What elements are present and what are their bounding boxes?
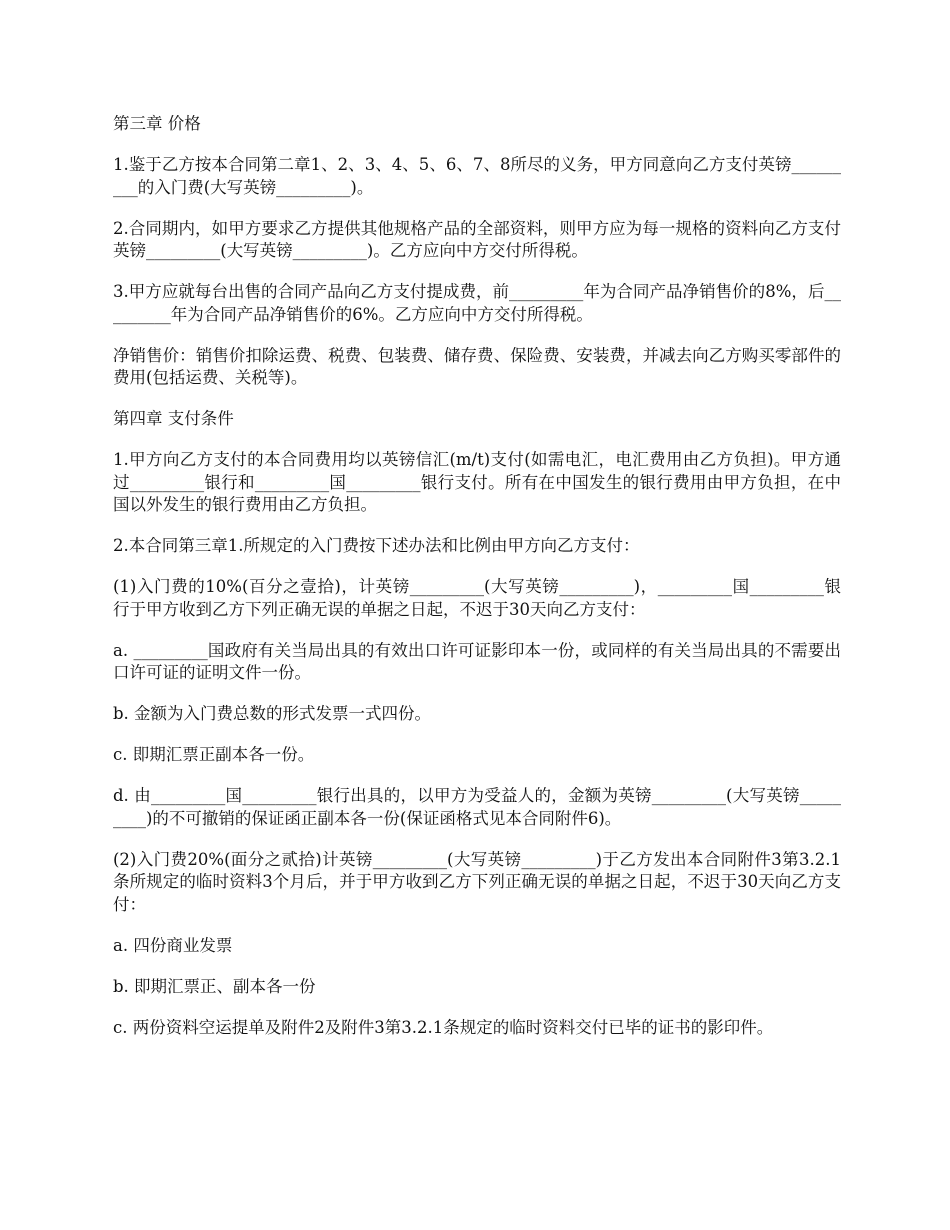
chapter-3-heading: 第三章 价格 bbox=[113, 114, 201, 133]
chapter-4-heading: 第四章 支付条件 bbox=[113, 409, 234, 428]
net-sales-definition: 净销售价：销售价扣除运费、税费、包装费、储存费、保险费、安装费，并减去向乙方购买零部件的费用(包括运费、关税等)。 bbox=[113, 345, 841, 387]
item-2-b: b. 即期汇票正、副本各一份 bbox=[113, 976, 316, 996]
clause-4-2-2: (2)入门费20%(面分之贰拾)计英镑_________(大写英镑_________)于乙方发出本合同附件3第3.2.1条所规定的临时资料3个月后，并于甲方收到乙方下列正确无误的单据之日起，不迟于30天向乙方支付： bbox=[113, 849, 841, 914]
item-a: a. _________国政府有关当局出具的有效出口许可证影印本一份，或同样的有关当局出具的不需要出口许可证的证明文件一份。 bbox=[113, 640, 841, 682]
item-2-c: c. 两份资料空运提单及附件2及附件3第3.2.1条规定的临时资料交付已毕的证书的影印件。 bbox=[113, 1017, 774, 1037]
item-2-a: a. 四份商业发票 bbox=[113, 935, 233, 955]
clause-3-2: 2.合同期内，如甲方要求乙方提供其他规格产品的全部资料，则甲方应为每一规格的资料向乙方支付英镑_________(大写英镑_________)。乙方应向中方交付所得税。 bbox=[113, 218, 841, 260]
document-page bbox=[113, 113, 841, 1058]
clause-4-1: 1.甲方向乙方支付的本合同费用均以英镑信汇(m/t)支付(如需电汇，电汇费用由乙方负担)。甲方通过_________银行和_________国_________银行支付。所有在中国发生的银行费用由甲方负担，在中国以外发生的银行费用由乙方负担。 bbox=[113, 450, 841, 514]
clause-4-2-1: (1)入门费的10%(百分之壹拾)，计英镑_________(大写英镑_________)，_________国_________银行于甲方收到乙方下列正确无误的单据之日起，不迟于30天向乙方支付： bbox=[113, 577, 841, 619]
clause-3-1: 1.鉴于乙方按本合同第二章1、2、3、4、5、6、7、8所尽的义务，甲方同意向乙方支付英镑_________的入门费(大写英镑_________)。 bbox=[113, 155, 841, 197]
item-d: d. 由_________国_________银行出具的，以甲方为受益人的，金额为英镑_________(大写英镑_________)的不可撤销的保证函正副本各一份(保证函格式见本合同附件6)。 bbox=[113, 786, 841, 828]
clause-3-3: 3.甲方应就每台出售的合同产品向乙方支付提成费，前_________年为合同产品净销售价的8%，后_________年为合同产品净销售价的6%。乙方应向中方交付所得税。 bbox=[113, 282, 841, 324]
clause-4-2: 2.本合同第三章1.所规定的入门费按下述办法和比例由甲方向乙方支付： bbox=[113, 536, 640, 555]
item-b: b. 金额为入门费总数的形式发票一式四份。 bbox=[113, 704, 432, 723]
item-c: c. 即期汇票正副本各一份。 bbox=[113, 745, 315, 764]
